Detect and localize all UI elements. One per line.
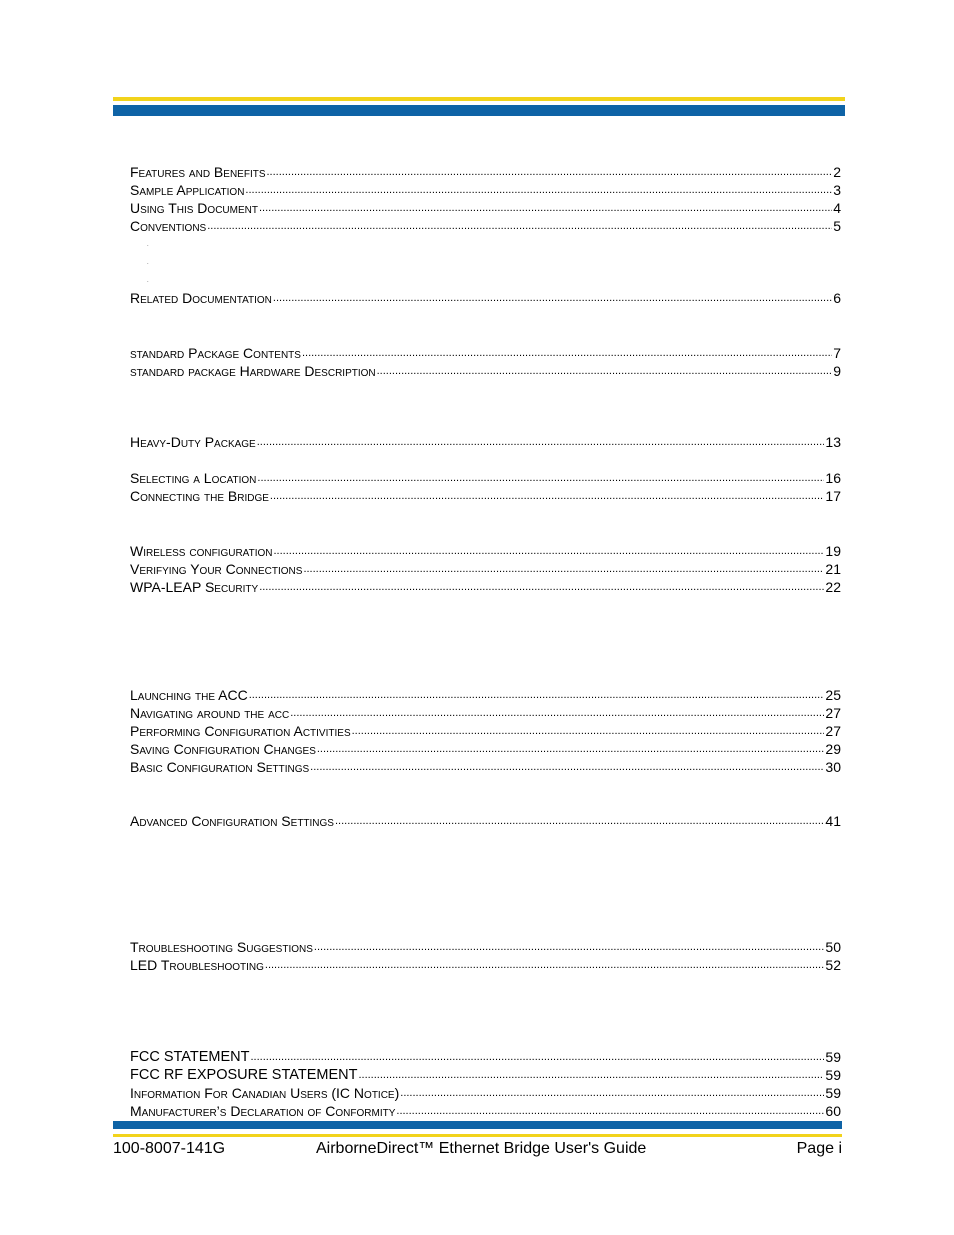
toc-entry-title: FCC STATEMENT <box>130 1049 250 1065</box>
toc-entry[interactable] <box>130 469 841 487</box>
toc-leader-dots <box>257 436 825 448</box>
toc-entry-title: Troubleshooting Suggestions <box>130 939 313 955</box>
toc-entry-page: 41 <box>825 813 841 829</box>
toc-leader-dots <box>303 563 824 575</box>
toc-entry-page: 50 <box>825 939 841 955</box>
toc-entry-page: 2 <box>833 164 841 180</box>
toc-entry-page: 17 <box>825 488 841 504</box>
toc-leader-dots <box>302 347 832 359</box>
toc-leader-dots <box>396 1105 824 1117</box>
toc-entry-page: 30 <box>825 759 841 775</box>
toc-entry-page: 7 <box>833 345 841 361</box>
toc-entry[interactable] <box>130 487 841 505</box>
toc-entry-title: FCC RF EXPOSURE STATEMENT <box>130 1067 358 1083</box>
toc-entry-title: Advanced Configuration Settings <box>130 813 334 829</box>
stray-mark: . <box>147 278 149 284</box>
toc-entry[interactable] <box>130 704 841 722</box>
footer-rule-blue <box>113 1121 842 1129</box>
toc-entry[interactable] <box>130 289 841 307</box>
toc-entry-page: 5 <box>833 218 841 234</box>
toc-entry-page: 29 <box>825 741 841 757</box>
toc-entry-title: Sample Application <box>130 182 245 198</box>
toc-entry-title: standard package Hardware Description <box>130 363 376 379</box>
toc-entry-page: 4 <box>833 200 841 216</box>
toc-leader-dots <box>273 292 832 304</box>
doc-title: AirborneDirect™ Ethernet Bridge User's Guide <box>316 1140 647 1157</box>
toc-leader-dots <box>259 202 832 214</box>
toc-entry-title: Features and Benefits <box>130 164 266 180</box>
toc-entry-page: 52 <box>825 957 841 973</box>
toc-entry-title: Launching the ACC <box>130 687 248 703</box>
toc-leader-dots <box>314 941 825 953</box>
toc-entry[interactable] <box>130 1084 841 1102</box>
toc-entry-page: 27 <box>825 723 841 739</box>
toc-entry[interactable] <box>130 362 841 380</box>
toc-leader-dots <box>270 490 825 502</box>
toc-entry[interactable] <box>130 1102 841 1120</box>
toc-entry[interactable] <box>130 686 841 704</box>
toc-entry[interactable] <box>130 542 841 560</box>
toc-leader-dots <box>274 545 825 557</box>
toc-entry-page: 59 <box>825 1067 841 1083</box>
toc-entry-title: WPA-LEAP Security <box>130 579 259 595</box>
toc-entry-title: Manufacturer’s Declaration of Conformity <box>130 1103 396 1119</box>
toc-entry[interactable] <box>130 740 841 758</box>
toc-entry-title: Navigating around the acc <box>130 705 290 721</box>
toc-leader-dots <box>317 743 825 755</box>
toc-leader-dots <box>249 689 825 701</box>
toc-leader-dots <box>267 166 833 178</box>
page-footer <box>113 1139 842 1159</box>
toc-leader-dots <box>257 472 824 484</box>
toc-entry-page: 9 <box>833 363 841 379</box>
toc-leader-dots <box>358 1069 824 1081</box>
toc-leader-dots <box>335 815 824 827</box>
toc-entry[interactable] <box>130 344 841 362</box>
toc-entry-page: 59 <box>825 1049 841 1065</box>
toc-entry-title: Using This Document <box>130 200 258 216</box>
toc-entry-title: standard Package Contents <box>130 345 301 361</box>
stray-mark: . <box>147 242 149 248</box>
toc-entry-page: 27 <box>825 705 841 721</box>
toc-leader-dots <box>352 725 825 737</box>
toc-entry-page: 22 <box>825 579 841 595</box>
stray-mark: . <box>147 260 149 266</box>
page-number: Page i <box>796 1140 842 1157</box>
toc-entry-page: 3 <box>833 182 841 198</box>
doc-number: 100-8007-141G <box>113 1140 226 1157</box>
toc-entry-page: 59 <box>825 1085 841 1101</box>
header-rule-yellow <box>113 97 845 101</box>
toc-entry-page: 13 <box>825 434 841 450</box>
toc-entry[interactable] <box>130 812 841 830</box>
toc-entry-title: Related Documentation <box>130 290 272 306</box>
toc-entry-title: Information For Canadian Users (IC Notice) <box>130 1085 400 1101</box>
toc-entry[interactable] <box>130 199 841 217</box>
toc-leader-dots <box>259 581 824 593</box>
toc-entry-page: 25 <box>825 687 841 703</box>
toc-leader-dots <box>377 365 833 377</box>
toc-entry[interactable] <box>130 217 841 235</box>
toc-entry[interactable] <box>130 1048 841 1066</box>
toc-entry[interactable] <box>130 722 841 740</box>
toc-entry-title: Performing Configuration Activities <box>130 723 351 739</box>
toc-entry[interactable] <box>130 433 841 451</box>
toc-entry-page: 19 <box>825 543 841 559</box>
toc-leader-dots <box>250 1051 824 1063</box>
toc-leader-dots <box>310 761 824 773</box>
toc-entry-page: 21 <box>825 561 841 577</box>
toc-leader-dots <box>207 220 832 232</box>
toc-entry-page: 16 <box>825 470 841 486</box>
toc-entry-title: LED Troubleshooting <box>130 957 264 973</box>
toc-entry-title: Basic Configuration Settings <box>130 759 310 775</box>
toc-leader-dots <box>400 1087 824 1099</box>
footer-rule-yellow <box>113 1134 842 1137</box>
toc-entry[interactable] <box>130 578 841 596</box>
toc-entry-title: Wireless configuration <box>130 543 273 559</box>
toc-leader-dots <box>290 707 824 719</box>
toc-entry[interactable] <box>130 938 841 956</box>
toc-entry[interactable] <box>130 1066 841 1084</box>
header-rule-blue <box>113 105 845 116</box>
toc-leader-dots <box>265 959 825 971</box>
toc-entry-title: Verifying Your Connections <box>130 561 303 577</box>
toc-entry-title: Selecting a Location <box>130 470 257 486</box>
toc-entry[interactable] <box>130 560 841 578</box>
toc-entry[interactable] <box>130 181 841 199</box>
toc-entry-title: Connecting the Bridge <box>130 488 269 504</box>
toc-entry[interactable] <box>130 163 841 181</box>
toc-entry-title: Saving Configuration Changes <box>130 741 316 757</box>
toc-entry-page: 6 <box>833 290 841 306</box>
toc-entry-title: Heavy-Duty Package <box>130 434 256 450</box>
toc-entry-title: Conventions <box>130 218 207 234</box>
toc-entry[interactable] <box>130 956 841 974</box>
toc-leader-dots <box>245 184 832 196</box>
toc-entry-page: 60 <box>825 1103 841 1119</box>
toc-entry[interactable] <box>130 758 841 776</box>
